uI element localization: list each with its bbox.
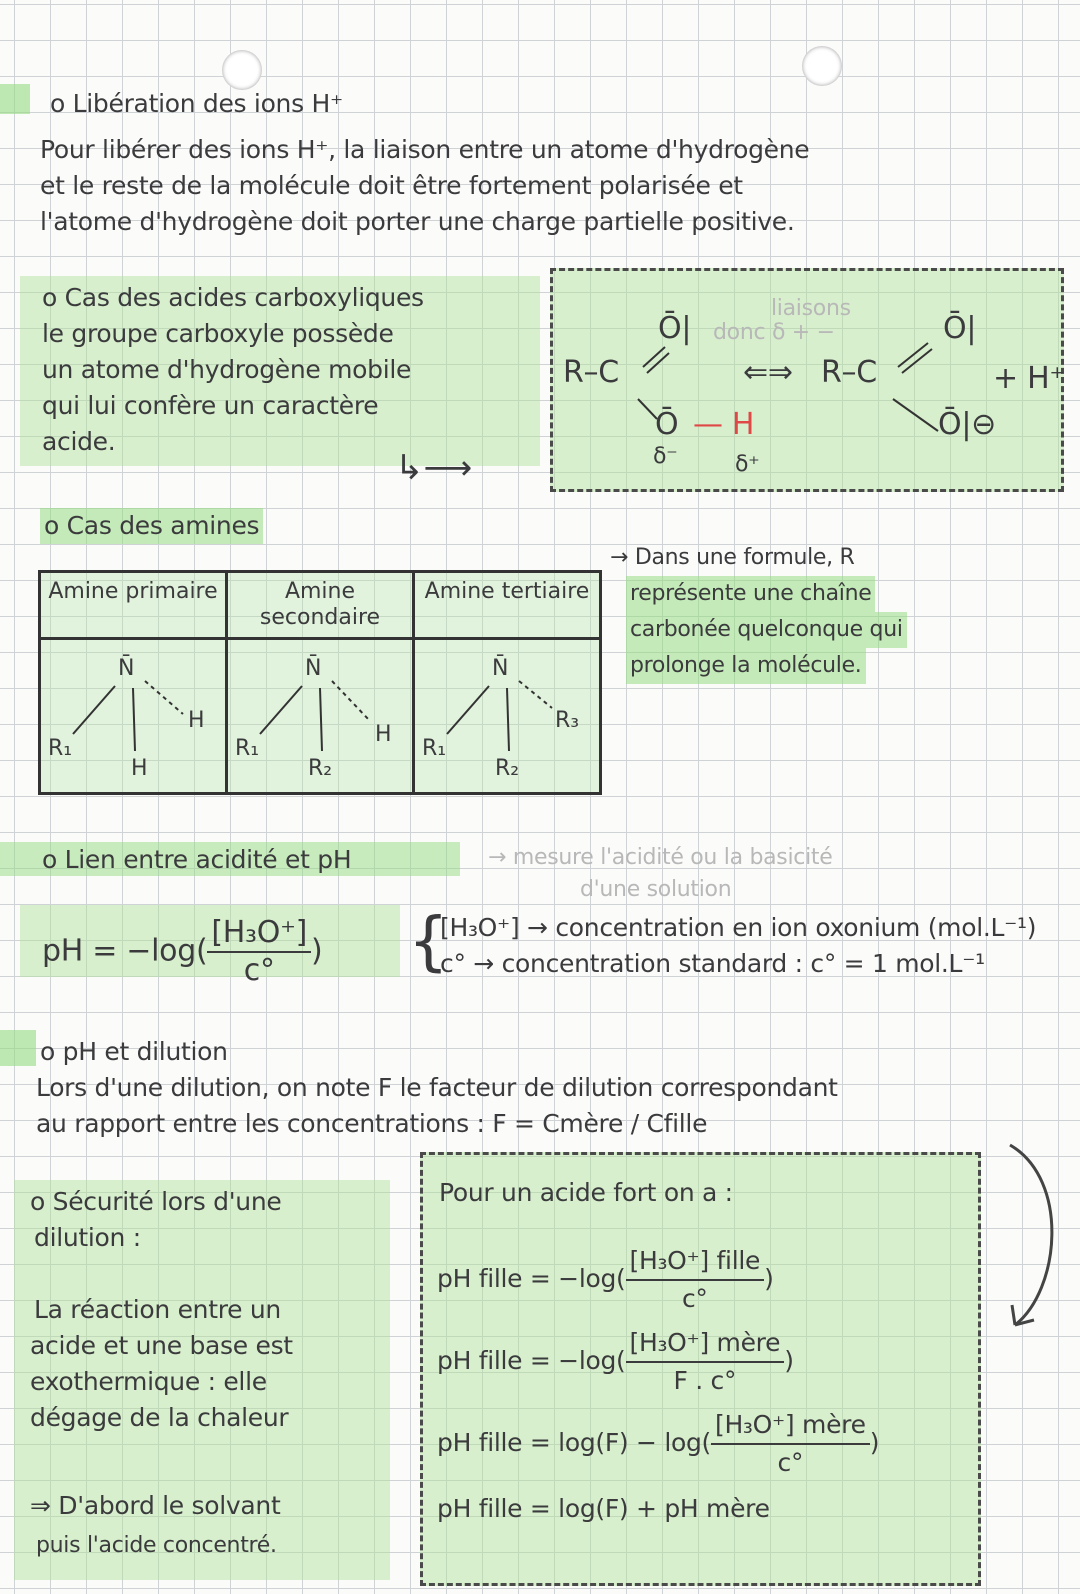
- text-line: qui lui confère un caractère: [42, 391, 379, 420]
- definition: c° → concentration standard : c° = 1 mol.L⁻¹: [440, 949, 985, 978]
- text-line: Pour libérer des ions H⁺, la liaison entre un atome d'hydrogène: [40, 135, 810, 164]
- note-line: carbonée quelconque qui: [626, 612, 907, 648]
- conclusion-line: puis l'acide concentré.: [36, 1533, 277, 1558]
- note-line: représente une chaîne: [626, 576, 875, 612]
- binder-hole: [802, 46, 842, 86]
- section-title: o Sécurité lors d'une: [30, 1187, 282, 1216]
- note-line: → Dans une formule, R: [610, 545, 855, 570]
- equation-4: pH fille = log(F) + pH mère: [437, 1494, 770, 1523]
- section-title: o Cas des amines: [40, 508, 263, 544]
- text-line: La réaction entre un: [34, 1295, 281, 1324]
- delta-plus: δ⁺: [735, 452, 760, 477]
- text-line: acide et une base est: [30, 1331, 293, 1360]
- equation-2: pH fille = −log( $\frac{\text{[H₃O⁺] mère}}{F . c^\circ}$ ): [437, 1325, 794, 1399]
- text-line: le groupe carboxyle possède: [42, 319, 394, 348]
- section-title: o Libération des ions H⁺: [50, 89, 343, 118]
- mol-o: Ō|: [658, 311, 692, 346]
- section-title: dilution :: [34, 1223, 141, 1252]
- note-line: prolonge la molécule.: [626, 648, 866, 684]
- ph-formula: pH = −log( $\frac{\text{[H₃O⁺]}}{c^\circ}$ ): [42, 915, 323, 988]
- section-title: o Cas des acides carboxyliques: [42, 283, 424, 312]
- arrow-icon: ↳⟶: [395, 448, 473, 488]
- header-tertiary: Amine tertiaire: [414, 572, 601, 639]
- mol-o: Ō|: [943, 311, 977, 346]
- faint-note: donc δ + −: [713, 320, 835, 345]
- text-line: dégage de la chaleur: [30, 1403, 289, 1432]
- faint-note: liaisons: [771, 296, 851, 321]
- text-line: au rapport entre les concentrations : F = Cmère / Cfille: [36, 1109, 708, 1138]
- section-title: o pH et dilution: [40, 1037, 228, 1066]
- mol-rc: R–C: [563, 355, 619, 390]
- text-line: exothermique : elle: [30, 1367, 267, 1396]
- text-line: un atome d'hydrogène mobile: [42, 355, 412, 384]
- binder-hole: [222, 50, 262, 90]
- conclusion-line: ⇒ D'abord le solvant: [30, 1491, 281, 1520]
- amine-structure: N̄ R₁ H H: [48, 656, 205, 781]
- header-primary: Amine primaire: [40, 572, 227, 639]
- curved-arrow-icon: [990, 1140, 1070, 1340]
- amine-structure: N̄ R₁ R₃ R₂: [422, 656, 580, 781]
- text-line: l'atome d'hydrogène doit porter une charge partielle positive.: [40, 207, 795, 236]
- carboxyl-diagram: [550, 268, 1064, 492]
- equation-1: pH fille = −log( $\frac{\text{[H₃O⁺] fille}}{c^\circ}$ ): [437, 1243, 774, 1317]
- text-line: acide.: [42, 427, 116, 456]
- proton: + H⁺: [993, 361, 1065, 396]
- equilibrium-arrow: ⇐⇒: [743, 355, 793, 390]
- ph-note: → mesure l'acidité ou la basicité: [488, 845, 833, 870]
- strong-acid-box: [420, 1152, 981, 1586]
- brace-icon: {: [408, 905, 449, 979]
- mol-o-minus: Ō|⊖: [938, 407, 996, 442]
- equation-3: pH fille = log(F) − log( $\frac{\text{[H₃O⁺] mère}}{c^\circ}$ ): [437, 1407, 879, 1481]
- bond-lines: [553, 271, 1061, 489]
- mol-rc: R–C: [821, 355, 877, 390]
- margin-highlight: [0, 1030, 36, 1066]
- text-line: et le reste de la molécule doit être fortement polarisée et: [40, 171, 743, 200]
- section-title: o Lien entre acidité et pH: [42, 845, 352, 874]
- mol-o: Ō: [655, 407, 679, 442]
- delta-minus: δ⁻: [653, 444, 678, 469]
- box-heading: Pour un acide fort on a :: [439, 1178, 733, 1207]
- ph-note: d'une solution: [580, 877, 732, 902]
- definition: [H₃O⁺] → concentration en ion oxonium (mol.L⁻¹): [440, 913, 1037, 942]
- margin-highlight: [0, 84, 30, 114]
- mol-h: — H: [693, 407, 755, 442]
- text-line: Lors d'une dilution, on note F le facteur de dilution correspondant: [36, 1073, 838, 1102]
- amines-table: [38, 570, 602, 795]
- header-secondary: Amine secondaire: [227, 572, 414, 639]
- amine-structure: N̄ R₁ H R₂: [235, 656, 392, 781]
